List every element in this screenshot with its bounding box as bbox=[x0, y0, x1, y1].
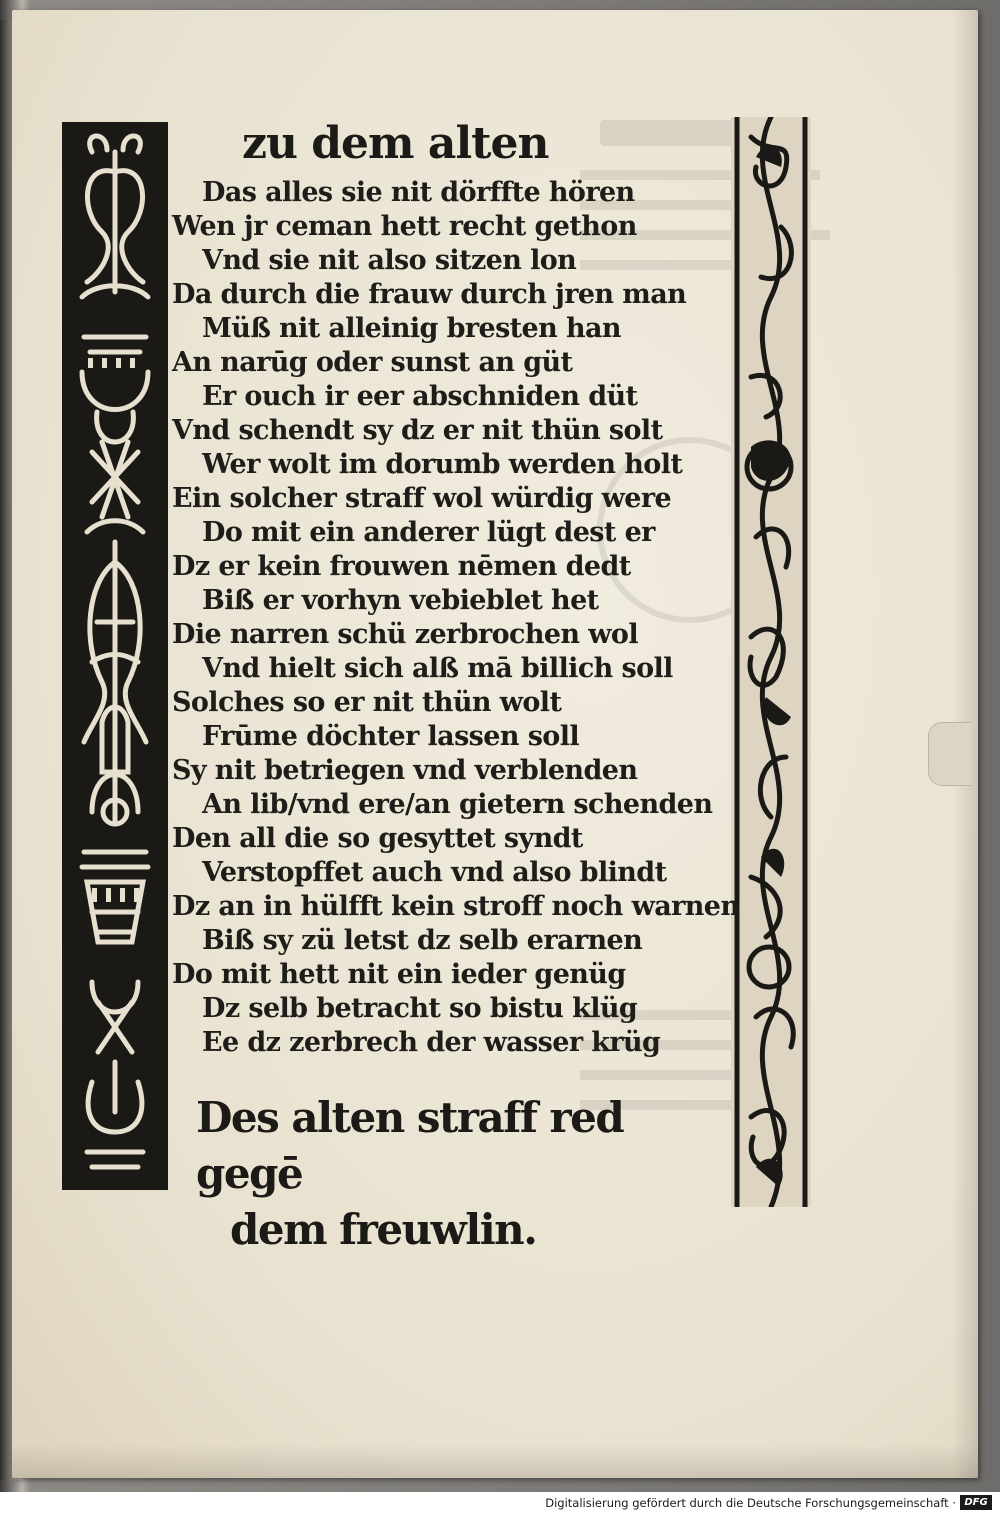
section-heading-line-1: Des alten straff red gegē bbox=[196, 1093, 624, 1198]
verse-line: Das alles sie nit dörffte hören bbox=[202, 177, 635, 208]
verse-line: An lib/vnd ere/an gietern schenden bbox=[202, 789, 713, 820]
verse-line: Ee dz zerbrech der wasser krüg bbox=[202, 1027, 661, 1058]
page-shadow-bottom bbox=[12, 1444, 978, 1478]
footer-attribution: Digitalisierung gefördert durch die Deutsche Forschungsgemeinschaft · bbox=[545, 1496, 956, 1510]
verse-line: Solches so er nit thün wolt bbox=[172, 687, 562, 718]
verse-line: Dz selb betracht so bistu klüg bbox=[202, 993, 638, 1024]
page-tab-notch bbox=[928, 722, 971, 786]
verse-line: Da durch die frauw durch jren man bbox=[172, 279, 687, 310]
verse-line: Vnd hielt sich alß mā billich soll bbox=[202, 653, 673, 684]
verse-line: Vnd schendt sy dz er nit thün solt bbox=[172, 415, 663, 446]
page-heading: zu dem alten bbox=[242, 118, 549, 169]
verse-line: Ein solcher straff wol würdig were bbox=[172, 483, 672, 514]
section-heading bbox=[196, 1090, 716, 1258]
woodcut-border-left bbox=[62, 122, 168, 1190]
verse-line: Wen jr ceman hett recht gethon bbox=[172, 211, 637, 242]
section-heading-line-2: dem freuwlin. bbox=[230, 1205, 537, 1254]
verse-line: Die narren schü zerbrochen wol bbox=[172, 619, 638, 650]
verse-line: Er ouch ir eer abschniden düt bbox=[202, 381, 638, 412]
verse-line: Müß nit alleinig bresten han bbox=[202, 313, 621, 344]
verse-line: Do mit hett nit ein ieder genüg bbox=[172, 959, 626, 990]
verse-line: Frūme döchter lassen soll bbox=[202, 721, 580, 752]
verse-line: Dz an in hülfft kein stroff noch warnen bbox=[172, 891, 740, 922]
verse-line: Vnd sie nit also sitzen lon bbox=[202, 245, 577, 276]
verse-line: Biß er vorhyn vebieblet het bbox=[202, 585, 599, 616]
verse-line: An narūg oder sunst an güt bbox=[172, 347, 573, 378]
verse-line: Verstopffet auch vnd also blindt bbox=[202, 857, 667, 888]
verse-line: Wer wolt im dorumb werden holt bbox=[202, 449, 683, 480]
verse-line: Den all die so gesyttet syndt bbox=[172, 823, 583, 854]
dfg-logo-icon: DFG bbox=[960, 1495, 992, 1510]
verse-line: Do mit ein anderer lügt dest er bbox=[202, 517, 655, 548]
verse-line: Biß sy zü letst dz selb erarnen bbox=[202, 925, 643, 956]
verse-line: Dz er kein frouwen nēmen dedt bbox=[172, 551, 631, 582]
verse-line: Sy nit betriegen vnd verblenden bbox=[172, 755, 638, 786]
woodcut-border-right bbox=[731, 117, 811, 1207]
